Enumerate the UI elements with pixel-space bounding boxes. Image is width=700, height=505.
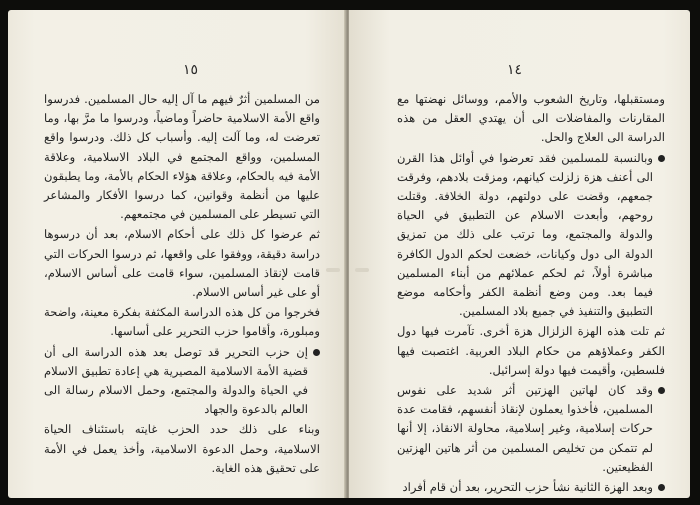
paragraph: وبناء على ذلك حدد الحزب غايته باستئناف الحياة الاسلامية، وحمل الدعوة الاسلامية، وأخذ يعمل في الأمة على تحقيق هذه الغاية. bbox=[44, 422, 320, 475]
bullet-paragraph: إن حزب التحرير قد توصل بعد هذه الدراسة الى أن قضية الأمة الاسلامية المصيرية هي إعادة تطبيق الاسلام في الحياة والدولة والمجتمع، وحمل الاسلام رسالة الى العالم بالدعوة والجهاد bbox=[44, 343, 320, 420]
paragraph: ثم تلت هذه الهزة الزلزال هزة أخرى. تآمرت فيها دول الكفر وعملاؤهم من حكام البلاد العربية. اغتصبت فيها فلسطين، وأقيمت فيها دولة إسرائيل. bbox=[397, 324, 665, 377]
page-spot bbox=[355, 268, 369, 272]
page-body bbox=[397, 90, 665, 498]
bullet-paragraph: وقد كان لهاتين الهزتين أثر شديد على نفوس المسلمين، فأخذوا يعملون لإنقاذ أنفسهم، فقامت عدة حركات إسلامية، وغير إسلامية، محاولة الانقاذ، إلا أنها لم تتمكن من تخليص المسلمين من أثر هاتين الهزتين الفظيعتين. bbox=[397, 381, 665, 477]
page-body bbox=[44, 90, 320, 479]
page-number: ١٥ bbox=[183, 62, 199, 78]
bullet-paragraph: وبالنسبة للمسلمين فقد تعرضوا في أوائل هذا القرن الى أعنف هزة زلزلت كيانهم، ومزقت بلادهم، وفرقت جمعهم، وقضت على دولتهم، دولة الخلافة. وقتلت روحهم، وأبعدت الاسلام عن التطبيق في الحياة والدولة والمجتمع، وما ترتب على ذلك من تمزيق الدولة الى دول وكيانات، خضعت لحكم الدول الكافرة مباشرة أولاً، ثم لحكم عملائهم من أبناء المسلمين فيما بعد. ومن وضع أنظمة الكفر وأحكامه موضع التطبيق والتنفيذ في جميع بلاد المسلمين. bbox=[397, 149, 665, 322]
paragraph: فخرجوا من كل هذه الدراسة المكثفة بفكرة معينة، واضحة ومبلورة، وأقاموا حزب التحرير على أساسها. bbox=[44, 305, 320, 339]
book-spread bbox=[8, 10, 690, 498]
page-spot bbox=[326, 268, 340, 272]
paragraph: من المسلمين أثرٌ فيهم ما آل إليه حال المسلمين. فدرسوا واقع الأمة الاسلامية حاضراً وماضياً، ودرسوا ما مرَّ بها، وما تعرضت له، وما آلت إليه. وأسباب كل ذلك. ودرسوا واقع المسلمين، وواقع المجتمع في البلاد الاسلامية، وعلاقة الأمة فيه بالحكام، وعلاقة هؤلاء الحكام بالأمة، وما يطبقون عليها من أنظمة وقوانين، كما درسوا الأفكار والمشاعر التي تسيطر على المسلمين في مجتمعهم. bbox=[44, 92, 320, 222]
paragraph: ومستقبلها، وتاريخ الشعوب والأمم، ووسائل نهضتها مع المقارنات والمفاضلات الى أن يهتدي العقل من هذه الدراسة الى العلاج والحل. bbox=[397, 92, 665, 145]
right-page bbox=[349, 10, 690, 498]
bullet-paragraph: وبعد الهزة الثانية نشأ حزب التحرير، بعد أن قام أفراد bbox=[397, 478, 665, 497]
paragraph: ثم عرضوا كل ذلك على أحكام الاسلام، بعد أن درسوها دراسة دقيقة، ووفقوا على واقعها، ثم درسوا الحركات التي قامت لإنقاذ المسلمين، سواء قامت على أساس الاسلام، أو على غير أساس الاسلام. bbox=[44, 227, 320, 300]
page-number: ١٤ bbox=[507, 62, 523, 78]
left-page bbox=[8, 10, 346, 498]
